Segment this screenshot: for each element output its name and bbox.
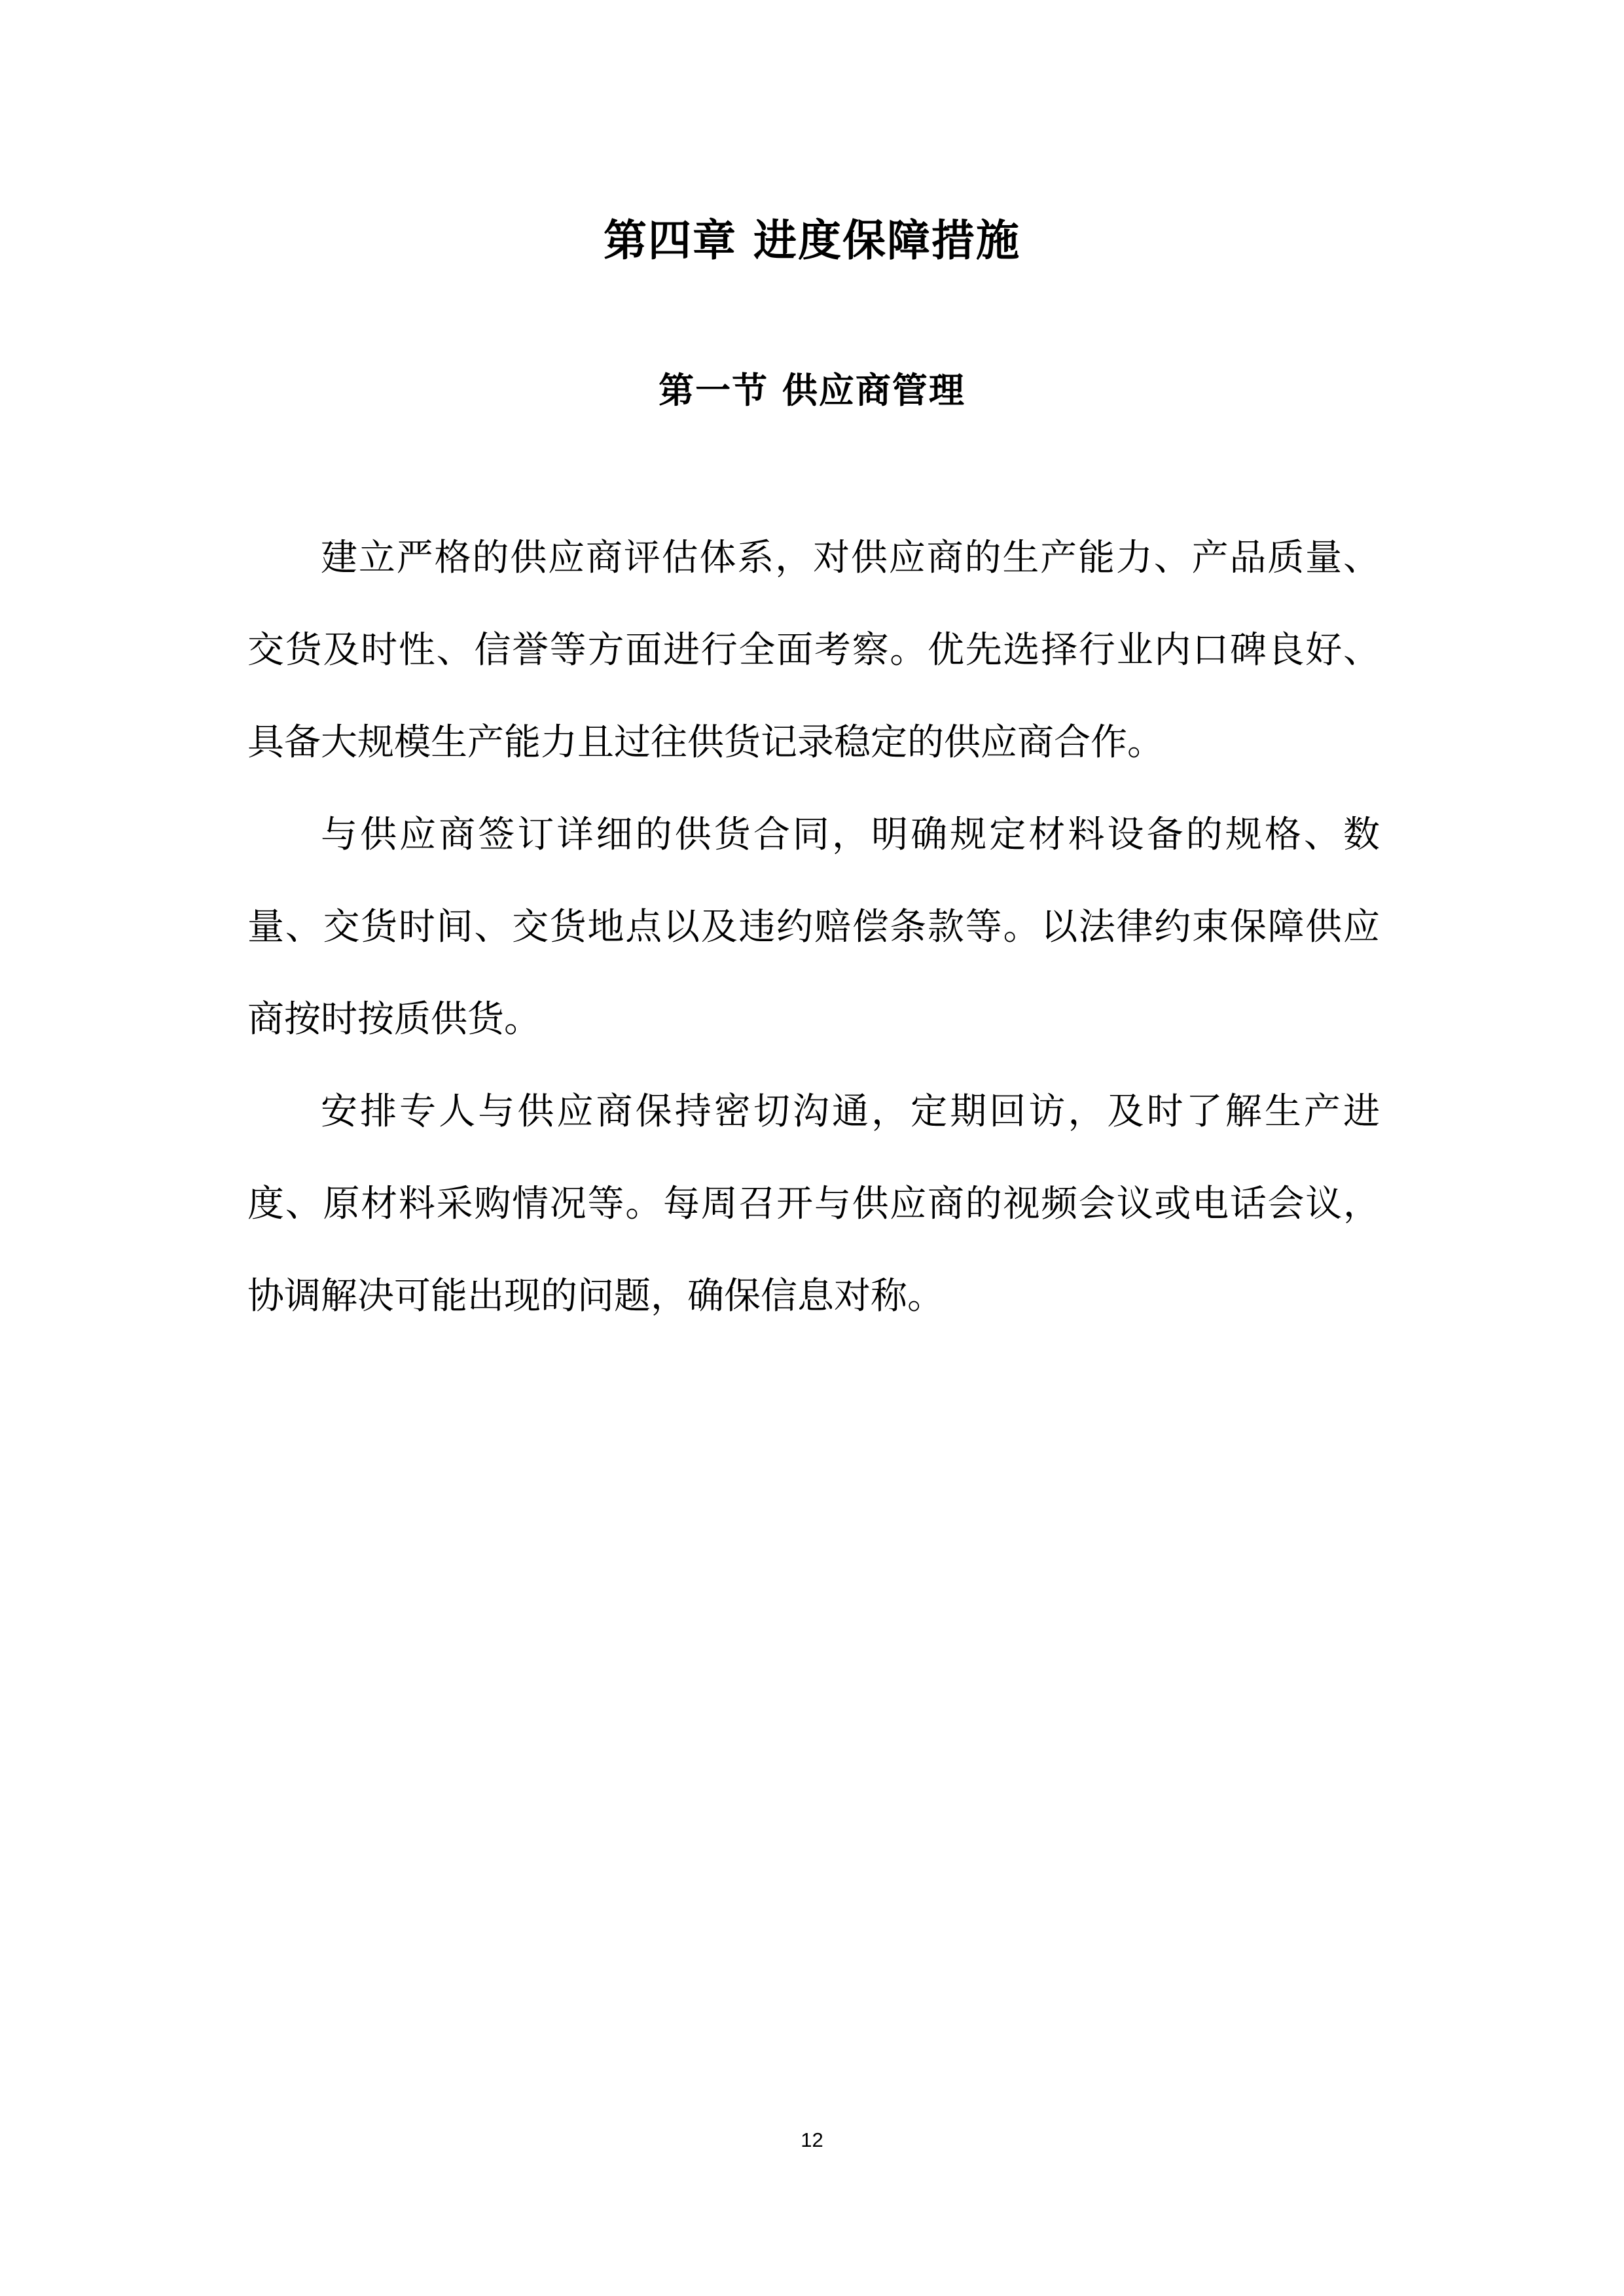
paragraph-communication: 安排专人与供应商保持密切沟通，定期回访，及时了解生产进度、原材料采购情况等。每周召开与供应商的视频会议或电话会议，协调解决可能出现的问题，确保信息对称。: [247, 1090, 1380, 1318]
page-number: 12: [801, 2128, 823, 2151]
chapter-title: 第四章 进度保障措施: [604, 215, 1020, 266]
body-text: [247, 512, 1380, 1342]
paragraph-supplier-evaluation: 建立严格的供应商评估体系，对供应商的生产能力、产品质量、交货及时性、信誉等方面进行全面考察。优先选择行业内口碑良好、具备大规模生产能力且过往供货记录稳定的供应商合作。: [247, 537, 1380, 764]
section-title: 第一节 供应商管理: [659, 370, 965, 411]
paragraph-supply-contract: 与供应商签订详细的供货合同，明确规定材料设备的规格、数量、交货时间、交货地点以及违约赔偿条款等。以法律约束保障供应商按时按质供货。: [247, 814, 1380, 1041]
